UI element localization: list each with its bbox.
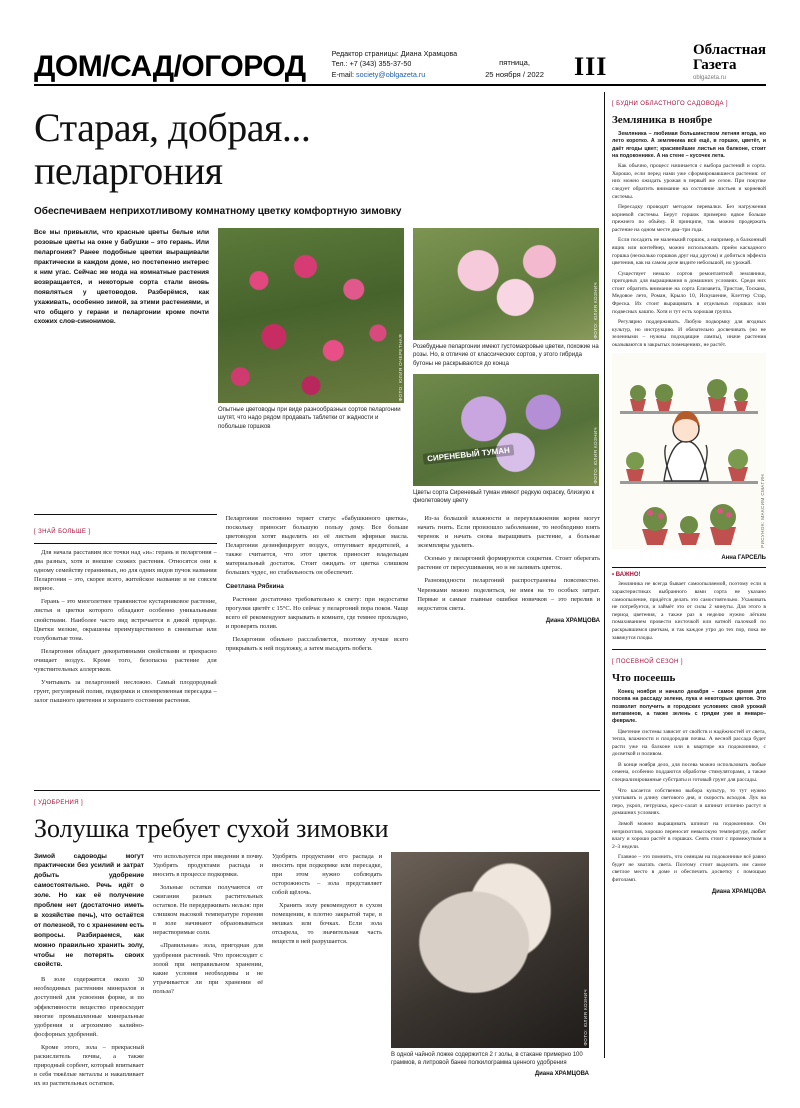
source-name: Светлана Рябкина — [225, 582, 284, 590]
rail-lead: Земляника – любимая большинством летняя ягода, но лето коротко. А земляника всё ещё, в горшке, цветёт, и даёт ягоды цвет; красивейшие листья на балконе, стоит на подоконнике. А на стене – кусочек лета. — [612, 131, 766, 159]
important-tag: • ВАЖНО! — [612, 572, 641, 579]
rail-lead-2: Конец ноября и начало декабря – самое время для посева на рассаду зелени, лука и некоторых цветов. Это позволит получить в городских условиях свой урожай витаминов, а также зелень с грядки уже в январе–феврале. — [612, 689, 766, 725]
paragraph: Для начала расставим все точки над «и»: герань и пеларгония – два разных, хотя и внешне схожих растения. Относятся они к одному семейству гераниевых, но для одних видов пучок названия Пеларгония – это, скорее всего, житейское название и не совсем верное. — [34, 548, 217, 593]
paragraph: Разновидности пеларгоний распространены повсеместно. Черенками можно поделиться, не имея на то особых затрат. Первые и самые главные ошибки новичков – это перелив и недостаток света. — [417, 577, 601, 612]
paragraph: Пересадку проводят методом перевалки. Без нагружения корневой системы. Берут горшок примерно вдвое больше прежнего по объёму. В принципе, так можно продержать растение на одном месте два–три года. — [612, 204, 766, 233]
photo-rosebud-pelargonium — [413, 228, 599, 340]
page-title: ДОМ/САД/ОГОРОД — [34, 50, 306, 83]
issue-date — [485, 57, 544, 82]
feature-article-ash — [34, 790, 600, 1092]
feature2-col-3 — [272, 852, 382, 947]
feature-headline-line-2: пеларгония — [34, 148, 223, 194]
photo-credit: ФОТО: ЮЛИЯ КОЗНИЧ — [593, 281, 598, 339]
right-rail — [612, 92, 766, 895]
paragraph: В конце ноября дело, для посева можно использовать любые семена, особенно поддаются обработке стимуляторами, а также специализированные субстраты и готовый грунт для рассады. — [612, 761, 766, 784]
feature-headline-line-1: Старая, добрая... — [34, 105, 311, 150]
editor-email[interactable]: society@oblgazeta.ru — [356, 69, 426, 79]
feature2-col-2 — [153, 852, 263, 996]
page-number: III — [574, 52, 608, 81]
paragraph: Что касается собственно выбора культур, то тут нужно учитывать и длину светового дня, и скорость всходов. Лук на перо, укроп, петрушка, кресс-салат и шпинат отлично растут в домашних условиях. — [612, 787, 766, 817]
feature-lead: Все мы привыкли, что красные цветы белые или розовые цветы на окне у бабушки – это герань. Или пеларгония? Ранее подобные цветки выращивали практически в каждом доме, но постепенно интерес к ним угас. Сейчас же мода на комнатные растения возвращается, и некоторые сорта стали вновь появляться у цветоводов. Разберёмся, как ухаживать, особенно зимой, за этими растениями, и что общего у герани и пеларгонии кроме почти схожих слов-синонимов. — [34, 229, 209, 326]
know-more-tag: [ ЗНАЙ БОЛЬШЕ ] — [34, 528, 91, 535]
feature2-lead: Зимой садоводы могут практически без усилий и затрат добыть удобрение самостоятельно. Речь идёт о золе. Но как её получение проблем нет (достаточно иметь в хозяйстве печь), что остаётся от полезной, то с хранением есть вопросы. Разбираемся, как можно правильно хранить золу, чтобы не потерять своих свойств. — [34, 852, 144, 969]
feature-subhead: Обеспечиваем неприхотливому комнатному цветку комфортную зимовку — [34, 206, 402, 218]
paragraph: Кроме этого, зола – прекрасный раскислитель почвы, а также природный сорбент, который впитывает в себя тяжёлые металлы и накапливает их из растительных остатков. — [34, 1043, 144, 1088]
rail-byline-2: Диана ХРАМЦОВА — [711, 888, 766, 895]
know-more-text: Пеларгония постоянно теряет статус «бабушкиного цветка», поскольку приносит большую пользу дому. Все больше цветоводов хотят выделить из её листьев эфирные масла. Пеларгония дезинфицирует воздух, отпугивает вредителей, а также считается, что этот цветок приносит владельцам материальный достаток. Стоит ожидать от цветка слишком больших чудес, но стабильность он обеспечит. — [225, 514, 409, 577]
photo-credit: ФОТО: ЮЛИЯ ОЧЕРЕТНАЯ — [398, 334, 403, 402]
brand — [693, 43, 766, 83]
illustration-woman-with-plants — [612, 353, 766, 549]
paragraph: Пеларгония обладает декоративными свойствами и прекрасно очищает воздух. Кроме того, безопасна растение для чувствительных аллергиков. — [34, 647, 217, 673]
masthead-divider — [34, 84, 766, 86]
editor-email-label: E-mail: — [331, 69, 357, 79]
paragraph: Как обычно, процесс начинается с выбора растений и сорта. Хорошо, если перед нами уже сформировавшиеся растения: от них можно ожидать урожая в первый же сезон. При покупке следует обратить внимание на состояние листьев и корневой системы. — [612, 163, 766, 200]
photo-caption: Цветы сорта Сиреневый туман имеют редкую окраску, близкую к фиолетовому цвету — [413, 489, 595, 504]
paragraph: Учитывать за пеларгонией несложно. Самый плодородный грунт, регулярный полив, подкормки и своевременная пересадка – залог пышного цветения и хорошего состояния растения. — [34, 679, 217, 705]
rail-article-strawberry — [612, 131, 766, 349]
feature-col-3 — [417, 514, 600, 625]
paragraph: Зимой можно выращивать шпинат на подоконнике. Он неприхотлив, хорошо переносит невысокую температуру, любит влагу и хорошо растёт в горшках. Сеять стоит с промежутком в 2–3 недели. — [612, 820, 766, 850]
paragraph: Цветение системы зависит от свойств и надёжностей от света, тепла, влажности и плодородия почвы. А весной рассада будет расти уже на балконе или в квартире на подоконнике, с досветкой и поливом. — [612, 728, 766, 758]
section-tag-fertilizers: [ УДОБРЕНИЯ ] — [34, 800, 84, 806]
photo-caption: Опытные цветоводы при виде разнообразных сортов пеларгонии шутят, что надо рядом продавать таблетки от жадности и побольше горшков — [218, 407, 401, 430]
important-text: Земляника не всегда бывает самоопыляемой, поэтому если в характеристиках выбранного вами сорта не указано самоопыление, придётся делать это самостоятельно. Ухаживать не потребуется, и займёт это от силы 2 минуты. Для этого в период цветения, а также раз в неделю нужно лёгким помахиванием провести кисточкой или ватной палочкой по раскрывшимся цветкам, и так каждое утро до тех пор, пока не завяжутся плоды. — [612, 581, 766, 641]
paragraph: Хранить золу рекомендуют в сухом помещении, в плотно закрытой таре, в мешках или бочках. Если зола отсырела, то значительная часть веществ в ней разрушается. — [272, 902, 382, 946]
rail-tag-gardener-days: [ БУДНИ ОБЛАСТНОГО САДОВОДА ] — [612, 101, 728, 107]
paragraph: что используется при введении в почву. Удобрять продуктами распада и вносить в процессе подкормки. — [153, 852, 263, 878]
paragraph: Главное – это помнить, что сеянцам на подоконнике всё равно будет не хватать света. Поэтому стоит выделить им самое светлое место в доме и обеспечить досветку с помощью фитоламп. — [612, 854, 766, 883]
photo-caption: В одной чайной ложке содержится 2 г золы, в стакане примерно 100 граммов, в литровой банке полкилограмма ценного удобрения — [391, 1051, 583, 1066]
issue-weekday: пятница, — [499, 58, 530, 68]
masthead — [34, 40, 766, 82]
photo-credit: ФОТО: ЮЛИЯ КОЗНИЧ — [583, 989, 588, 1046]
rail-title-strawberry: Земляника в ноябре — [612, 114, 713, 126]
brand-website[interactable]: oblgazeta.ru — [693, 75, 727, 81]
paragraph: «Правильная» зола, пригодная для удобрения растений. Что происходит с золой при неправильном хранении, какие условия необходимы и не утрачивается ли при хранении её польза? — [153, 942, 263, 995]
paragraph: Зольные остатки получаются от сжигания разных растительных остатков. Не передерживать нельзя: при слишком высокой температуре горения в золе начинают образовываться нерастворимые соли. — [153, 883, 263, 937]
brand-line-1: Областная — [693, 41, 766, 58]
paragraph: Герань – это многолетнее травянистое кустарниковое растение, листья и цветки которого обладают особенно уникальными свойствами. Наиболее часто вид встречается в дикой природе. Цветки мелкие, окрашены преимущественно в синеватые или голубоватые тона. — [34, 598, 217, 642]
paragraph: Из-за большой влажности и переувлажнения корни могут начать гнить. Если произошло заболевание, то необходимо взять черенок и начать снова выращивать растение, а больные экземпляры удалить. — [417, 514, 601, 550]
section-divider — [34, 790, 600, 791]
paragraph: Существует немало сортов ремонтантной земляники, пригодных для выращивания в домашних условиях. Среди них стоит обратить внимание на сорта Елизавета, Тристан, Тоскана, Медовое лето, Роман, Крыло 10, Искушение, Клеттер Стар, Фреска. Их стоит выращивать в отдельных горшках или подвесных кашпо. Хотя и тут есть хорошая группа. — [612, 270, 766, 315]
feature2-byline: Диана ХРАМЦОВА — [534, 1070, 589, 1077]
paragraph: В золе содержится около 30 необходимых растениям минералов и доступней для усвоения форме, и по эффективности вещество превосходит многие промышленные минеральные удобрения и агрохимию калийно-фосфорных удобрений. — [34, 976, 144, 1038]
photo-caption: Розебудные пеларгонии имеют густомахровые цветки, похожие на розы. Но, в отличие от классических сортов, у этого гибрида бутоны не раскрываются до конца — [413, 344, 599, 367]
photo-ash-in-hands — [391, 852, 589, 1048]
paragraph: Пеларгония обильно расслабляется, поэтому лучше всего прикрывать к ней подложку, а затем высадить побеги. — [225, 635, 409, 653]
feature-col-1 — [34, 548, 217, 706]
rail-article-sowing — [612, 689, 766, 884]
feature-article-pelargonium — [34, 92, 600, 709]
photo-credit: ФОТО: ЮЛИЯ КОЗНИЧ — [593, 427, 598, 484]
feature-headline — [34, 106, 600, 192]
paragraph: Регулярно поддерживать. Любую подкормку для ягодных культур, но инструкцию. И обязательно досвечивать (но не зеленными – нужны подходящие лампы), иначе растения оказываются в закрытых помещениях, не растёт. — [612, 319, 766, 348]
column-divider — [604, 92, 605, 1058]
editor-name: Редактор страницы: Диана Храмцова — [331, 48, 458, 58]
feature2-headline: Золушка требует сухой зимовки — [34, 814, 389, 843]
photo-lilac-fog-pelargonium — [413, 374, 599, 486]
photo-pelargonium-nursery — [218, 228, 404, 403]
editor-contact — [332, 49, 457, 82]
important-note-box — [612, 567, 766, 650]
rail-tag-sowing-season: [ ПОСЕВНОЙ СЕЗОН ] — [612, 659, 683, 666]
photo-overlay-label: СИРЕНЕВЫЙ ТУМАН — [423, 444, 515, 464]
rail-title-sowing: Что посеешь — [612, 672, 676, 685]
rail-byline-1: Анна ГАРСЕЛЬ — [721, 555, 766, 562]
issue-date-value: 25 ноября / 2022 — [485, 69, 544, 79]
paragraph: Если посадить не маленький горшок, а например, в балконный ящик или контейнер, можно использовать приём каскадного горшка (несколько горшков друг над другом) и добиться эффекта цветения, как на самом деле видите небольшой, но урожай. — [612, 237, 766, 267]
feature-byline: Диана ХРАМЦОВА — [545, 617, 601, 624]
editor-phone: Тел.: +7 (343) 355-37-50 — [331, 59, 412, 69]
feature2-col-1 — [34, 975, 144, 1088]
know-more-box — [34, 514, 217, 544]
paragraph: Удобрять продуктами его распада и вносить при подкормке или пересадке, при этом нужно соблюдать осторожность – зола представляет собой щёлочь. — [272, 852, 382, 896]
brand-line-2: Газета — [693, 57, 737, 74]
paragraph: Растение достаточно требовательно к свету: при недостатке прогулки цветёт с 15°С. Но сейчас у пеларгоний пора покоя. Чаще всего её рекомендуют закрывать в комнате, где темнее прохладно, и проверять полив. — [225, 595, 409, 630]
paragraph: Осенью у пеларгоний формируются соцветия. Стоит оберегать растение от пересушивания, но и не заливать цветок. — [417, 555, 601, 572]
feature-col-2 — [226, 514, 409, 653]
illustration-credit: РИСУНОК: МАКСИМ СМАГИН — [760, 473, 765, 548]
